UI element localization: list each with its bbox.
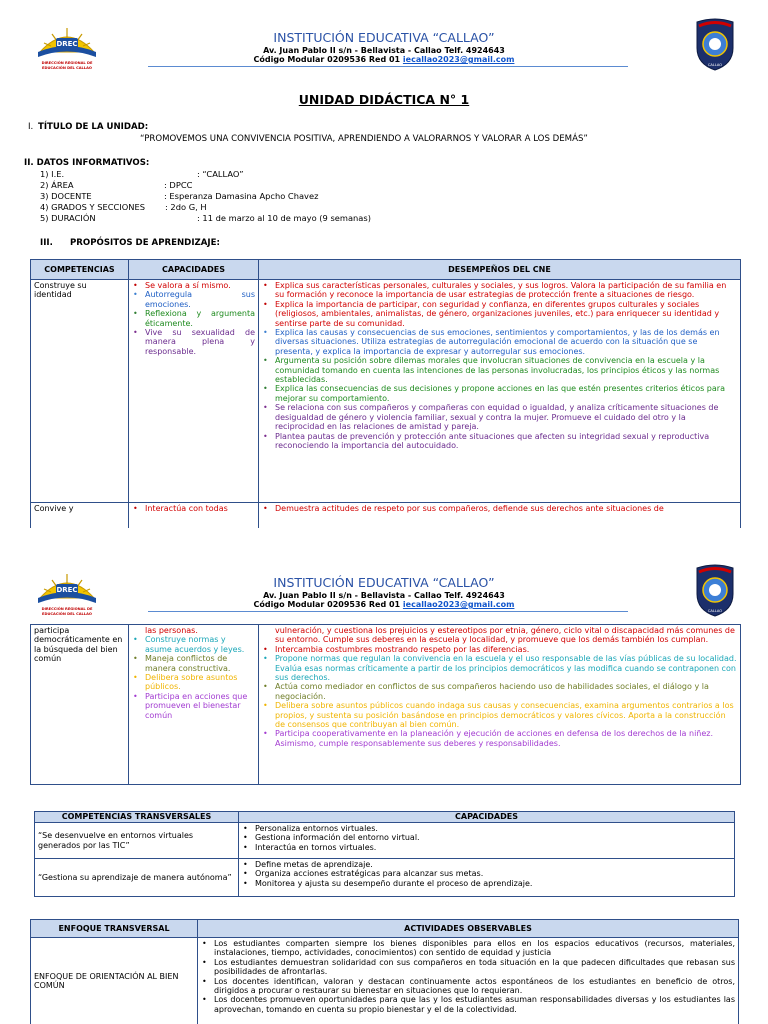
competency-cell: Convive y bbox=[31, 503, 129, 529]
svg-text:EDUCACIÓN DEL CALLAO: EDUCACIÓN DEL CALLAO bbox=[42, 612, 92, 616]
competency-cell: participa democráticamente en la búsqueda del bien común bbox=[31, 625, 129, 785]
performance-item: • Intercambia costumbres mostrando respeto por las diferencias. bbox=[262, 645, 737, 654]
table-row bbox=[31, 280, 741, 503]
letterhead bbox=[0, 0, 768, 80]
svg-text:DIRECCIÓN REGIONAL DE: DIRECCIÓN REGIONAL DE bbox=[41, 607, 93, 611]
drec-logo-icon bbox=[34, 570, 100, 618]
section-1-label: TÍTULO DE LA UNIDAD: bbox=[38, 122, 149, 132]
institution-code bbox=[150, 600, 618, 609]
info-label: 3) DOCENTE bbox=[40, 191, 92, 201]
capacity-item: • Interactúa en tornos virtuales. bbox=[242, 843, 731, 852]
performances-cell bbox=[259, 280, 741, 503]
performances-cell bbox=[259, 625, 741, 785]
performance-item: • Plantea pautas de prevención y protección ante situaciones que afecten su integridad sexual y reproductiva reconociendo la importancia del autocuidado. bbox=[262, 432, 737, 451]
school-shield-icon bbox=[693, 562, 737, 618]
header-divider bbox=[148, 611, 628, 612]
activity-item: • Los estudiantes comparten siempre los bienes disponibles para ellos en los espacios educativos (recursos, materiales, instalaciones, tiempo, actividades, conocimientos) con sentido de equidad y justicia bbox=[201, 939, 735, 958]
table-row bbox=[35, 859, 735, 897]
transversal-capacities-cell bbox=[239, 859, 735, 897]
drec-logo-icon bbox=[34, 24, 100, 72]
institution-address: Av. Juan Pablo II s/n - Bellavista - Callao Telf. 4924643 bbox=[263, 591, 505, 600]
section-3-number: III. bbox=[40, 238, 53, 248]
performance-item: • Propone normas que regulan la convivencia en la escuela y el uso responsable de las vías públicas de su localidad. Evalúa esas normas críticamente a partir de los principios democráticos y las modifica cuando se contraponen con sus derechos. bbox=[262, 654, 737, 682]
document-page-2 bbox=[0, 562, 768, 1024]
performance-item: • Explica las consecuencias de sus decisiones y propone acciones en las que estén presentes criterios éticos para mejorar su comportamiento. bbox=[262, 384, 737, 403]
svg-text:EDUCACIÓN DEL CALLAO: EDUCACIÓN DEL CALLAO bbox=[42, 66, 92, 70]
info-value: : 11 de marzo al 10 de mayo (9 semanas) bbox=[197, 213, 371, 223]
performance-item: • Participa cooperativamente en la planeación y ejecución de acciones en defensa de los derechos de la niñez. Asimismo, cumple responsablemente sus deberes y responsabilidades. bbox=[262, 729, 737, 748]
performance-item: • Delibera sobre asuntos públicos cuando indaga sus causas y consecuencias, examina argumentos contrarios a los propios, y sustenta su posición basándose en principios democráticos y valores cívicos. Aporta a la construcción de consensos que contribuyan al bien común. bbox=[262, 701, 737, 729]
transversal-competencies-table bbox=[34, 811, 735, 897]
capacities-cell bbox=[129, 625, 259, 785]
info-value: : DPCC bbox=[164, 180, 193, 190]
performance-item: • Demuestra actitudes de respeto por sus compañeros, defiende sus derechos ante situaciones de bbox=[262, 504, 737, 513]
capacity-item: • Autorregula sus emociones. bbox=[132, 290, 255, 309]
info-label: 2) ÁREA bbox=[40, 180, 74, 190]
capacity-item: • Maneja conflictos de manera constructiva. bbox=[132, 654, 255, 673]
performance-item: • Se relaciona con sus compañeros y compañeras con equidad o igualdad, y analiza críticamente situaciones de desigualdad de género y violencia familiar, sexual y contra la mujer. Promueve el cuidado del otro y la reciprocidad en las relaciones de amistad y pareja. bbox=[262, 403, 737, 431]
capacity-item: • Vive su sexualidad de manera plena y responsable. bbox=[132, 328, 255, 356]
info-value: : “CALLAO” bbox=[197, 169, 244, 179]
column-header: COMPETENCIAS TRANSVERSALES bbox=[35, 812, 239, 823]
capacities-cell bbox=[129, 503, 259, 529]
capacity-item: • Delibera sobre asuntos públicos. bbox=[132, 673, 255, 692]
column-header: CAPACIDADES bbox=[239, 812, 735, 823]
performance-continuation: vulneración, y cuestiona los prejuicios y estereotipos por etnia, género, ciclo vital o discapacidad más comunes de su entorno. Cumple sus deberes en la escuela y localidad, y promueve que los demás también los cumplan. bbox=[275, 626, 735, 645]
column-header: ENFOQUE TRANSVERSAL bbox=[31, 920, 198, 938]
institution-name: INSTITUCIÓN EDUCATIVA “CALLAO” bbox=[273, 30, 495, 45]
column-header: COMPETENCIAS bbox=[31, 260, 129, 280]
section-1-number: I. bbox=[28, 122, 34, 132]
modular-code: Código Modular 0209536 Red 01 bbox=[253, 600, 401, 609]
header-divider bbox=[148, 66, 628, 67]
capacity-continuation: las personas. bbox=[145, 626, 198, 635]
svg-text:CALLAO: CALLAO bbox=[707, 609, 723, 613]
performance-item: • Explica las causas y consecuencias de sus emociones, sentimientos y comportamientos, y las de los demás en diversas situaciones. Utiliza estrategias de autorregulación emocional de acuerdo con la situación que se presenta, y explica la importancia de expresar y autorregular sus emociones. bbox=[262, 328, 737, 356]
purposes-table-continued bbox=[30, 624, 741, 785]
school-shield-icon bbox=[693, 16, 737, 72]
capacity-item: • Construye normas y asume acuerdos y leyes. bbox=[132, 635, 255, 654]
capacity-item: • Organiza acciones estratégicas para alcanzar sus metas. bbox=[242, 869, 731, 878]
info-label: 5) DURACIÓN bbox=[40, 213, 96, 223]
page-gap bbox=[0, 528, 768, 562]
section-2-label: II. DATOS INFORMATIVOS: bbox=[24, 158, 150, 168]
capacity-item: • Interactúa con todas bbox=[132, 504, 255, 513]
institution-code bbox=[150, 55, 618, 64]
column-header: ACTIVIDADES OBSERVABLES bbox=[198, 920, 739, 938]
performance-item: • Explica la importancia de participar, con seguridad y confianza, en diferentes grupos culturales y sociales (religiosos, ambientales, animalistas, de género, organizaciones juveniles, etc.) para enriquecer su identidad y sentirse parte de su comunidad. bbox=[262, 300, 737, 328]
activity-item: • Los docentes identifican, valoran y destacan continuamente actos espontáneos de los estudiantes en beneficio de otros, dirigidos a procurar o restaurar su bienestar en situaciones que lo requieran. bbox=[201, 977, 735, 996]
svg-text:DREC: DREC bbox=[56, 40, 78, 48]
email-link[interactable]: iecallao2023@gmail.com bbox=[402, 600, 515, 609]
activity-item: • Los estudiantes demuestran solidaridad con sus compañeros en toda situación en la que padecen dificultades que rebasan sus posibilidades de afrontarlas. bbox=[201, 958, 735, 977]
capacity-item: • Se valora a sí mismo. bbox=[132, 281, 255, 290]
transversal-competency-cell: “Gestiona su aprendizaje de manera autónoma” bbox=[35, 859, 239, 897]
approach-cell: ENFOQUE DE ORIENTACIÓN AL BIEN COMÚN bbox=[31, 938, 198, 1024]
unit-title: UNIDAD DIDÁCTICA N° 1 bbox=[298, 92, 470, 107]
capacities-cell bbox=[129, 280, 259, 503]
capacity-item: • Gestiona información del entorno virtual. bbox=[242, 833, 731, 842]
capacity-item: • Personaliza entornos virtuales. bbox=[242, 824, 731, 833]
unit-title-value: “PROMOVEMOS UNA CONVIVENCIA POSITIVA, APRENDIENDO A VALORARNOS Y VALORAR A LOS DEMÁS” bbox=[140, 134, 588, 144]
email-link[interactable]: iecallao2023@gmail.com bbox=[402, 55, 515, 64]
info-value: : 2do G, H bbox=[165, 202, 207, 212]
column-header: DESEMPEÑOS DEL CNE bbox=[259, 260, 741, 280]
purposes-table bbox=[30, 259, 741, 528]
svg-text:CALLAO: CALLAO bbox=[707, 63, 723, 67]
info-label: 1) I.E. bbox=[40, 169, 65, 179]
info-label: 4) GRADOS Y SECCIONES bbox=[40, 202, 146, 212]
transversal-approach-table bbox=[30, 919, 739, 1024]
performance-item: • Argumenta su posición sobre dilemas morales que involucran situaciones de convivencia en la escuela y la comunidad tomando en cuenta las intenciones de las personas involucradas, los principios éticos y las normas establecidas. bbox=[262, 356, 737, 384]
svg-text:DREC: DREC bbox=[56, 586, 78, 594]
table-row bbox=[31, 625, 741, 785]
activity-item: • Los docentes promueven oportunidades para que las y los estudiantes asuman responsabilidades diversas y los estudiantes las aprovechan, tomando en cuenta su propio bienestar y el de la colectividad. bbox=[201, 995, 735, 1014]
transversal-competency-cell: “Se desenvuelve en entornos virtuales generados por las TIC” bbox=[35, 823, 239, 859]
table-row bbox=[31, 938, 739, 1024]
performance-item: • Explica sus características personales, culturales y sociales, y sus logros. Valora la participación de su familia en su formación y reconoce la importancia de usar estrategias de protección frente a situaciones de riesgo. bbox=[262, 281, 737, 300]
performances-cell bbox=[259, 503, 741, 529]
capacity-item: • Define metas de aprendizaje. bbox=[242, 860, 731, 869]
capacity-item: • Reflexiona y argumenta éticamente. bbox=[132, 309, 255, 328]
institution-name: INSTITUCIÓN EDUCATIVA “CALLAO” bbox=[273, 575, 495, 590]
observable-activities-cell bbox=[198, 938, 739, 1024]
table-row bbox=[31, 503, 741, 529]
transversal-capacities-cell bbox=[239, 823, 735, 859]
info-value: : Esperanza Damasina Apcho Chavez bbox=[164, 191, 319, 201]
performance-item: • Actúa como mediador en conflictos de sus compañeros haciendo uso de habilidades sociales, el diálogo y la negociación. bbox=[262, 682, 737, 701]
table-row bbox=[35, 823, 735, 859]
institution-address: Av. Juan Pablo II s/n - Bellavista - Callao Telf. 4924643 bbox=[263, 46, 505, 55]
capacity-item: • Monitorea y ajusta su desempeño durante el proceso de aprendizaje. bbox=[242, 879, 731, 888]
capacity-item: • Participa en acciones que promueven el bienestar común bbox=[132, 692, 255, 720]
section-3-label: PROPÓSITOS DE APRENDIZAJE: bbox=[70, 238, 220, 248]
svg-text:DIRECCIÓN REGIONAL DE: DIRECCIÓN REGIONAL DE bbox=[41, 61, 93, 65]
competency-cell: Construye su identidad bbox=[31, 280, 129, 503]
column-header: CAPACIDADES bbox=[129, 260, 259, 280]
modular-code: Código Modular 0209536 Red 01 bbox=[253, 55, 401, 64]
